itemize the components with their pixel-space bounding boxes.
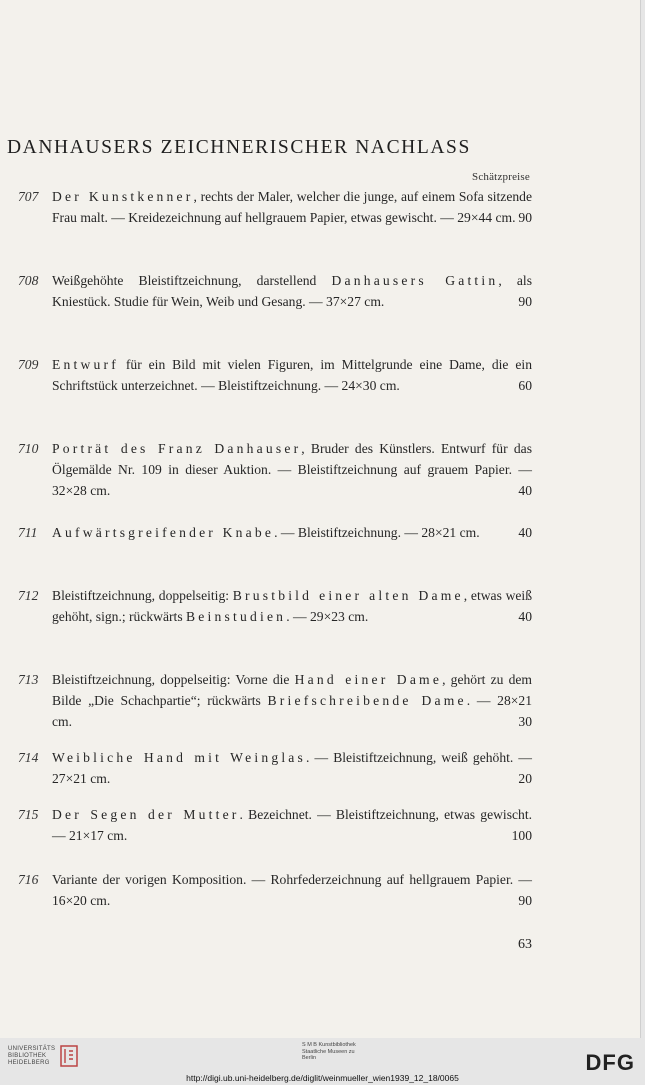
estimate-price: 60 [518, 378, 532, 393]
lot-description [52, 522, 532, 543]
lot-number: 711 [18, 525, 38, 540]
lot-entry [18, 585, 532, 627]
lot-text: , rechts der Maler, welcher die junge, auf einem Sofa sitzende Frau malt. — Kreidezeichnung auf hellgrauem Papier, etwas gewischt. — 29×44 cm. [52, 189, 532, 225]
lot-number: 714 [18, 750, 39, 765]
lot-description [52, 438, 532, 501]
lot-entry [18, 270, 532, 312]
lot-text: Bleistiftzeichnung, doppelseitig: [52, 588, 233, 603]
lot-title-spaced: Hand einer Dame [294, 672, 443, 687]
lot-entry [18, 869, 532, 911]
library-seal-icon [60, 1045, 78, 1067]
lot-description [52, 804, 532, 846]
lot-number: 708 [18, 273, 39, 288]
lot-description [52, 354, 532, 396]
estimate-price: 40 [518, 525, 532, 540]
lot-entry [18, 522, 532, 543]
estimate-price: 40 [518, 609, 532, 624]
lot-title-spaced: Der Segen der Mutter [52, 807, 240, 822]
lot-number: 707 [18, 189, 39, 204]
lot-text: . — Bleistiftzeichnung, weiß gehöht. — 27×21 cm. [52, 750, 532, 786]
university-library-logo [8, 1046, 56, 1067]
lot-text: . — Bleistiftzeichnung. — 28×21 cm. [274, 525, 480, 540]
lot-text: . — 28×21 cm. [52, 693, 532, 729]
lot-description [52, 669, 532, 732]
lot-text: für ein Bild mit vielen Figuren, im Mittelgrunde eine Dame, die ein Schriftstück unterzeichnet. — Bleistiftzeichnung. — 24×30 cm. [52, 357, 532, 393]
lot-title-spaced: Briefschreibende Dame [267, 693, 467, 708]
lot-number: 709 [18, 357, 39, 372]
lot-title-spaced: Danhausers Gattin [331, 273, 499, 288]
lot-title-spaced: Entwurf [52, 357, 119, 372]
page-number: 63 [518, 937, 532, 952]
lot-text: , Bruder des Künstlers. Entwurf für das Ölgemälde Nr. 109 in dieser Auktion. — Bleistiftzeichnung auf grauem Papier. — 32×28 cm. [52, 441, 532, 498]
lot-number: 715 [18, 807, 39, 822]
lot-description [52, 747, 532, 789]
lot-text: Bleistiftzeichnung, doppelseitig: Vorne die [52, 672, 295, 687]
lot-text: , etwas weiß gehöht, sign.; rückwärts [52, 588, 533, 624]
lot-text: Variante der vorigen Komposition. — Rohrfederzeichnung auf hellgrauem Papier. — 16×20 cm. [52, 872, 532, 908]
estimate-price: 90 [518, 893, 532, 908]
lot-entry [18, 186, 532, 228]
lot-number: 716 [18, 872, 39, 887]
estimate-price: 90 [518, 294, 532, 309]
estimate-price: 90 [518, 210, 532, 225]
smb-logo [302, 1042, 364, 1062]
lot-text: , als Kniestück. Studie für Wein, Weib und Gesang. — 37×27 cm. [52, 273, 532, 309]
page-title: DANHAUSERS ZEICHNERISCHER NACHLASS [7, 137, 471, 158]
lot-text: . — 29×23 cm. [286, 609, 369, 624]
lot-number: 710 [18, 441, 39, 456]
lot-entry [18, 669, 532, 732]
lot-number: 712 [18, 588, 39, 603]
lot-description [52, 270, 532, 312]
lot-title-spaced: Weibliche Hand mit Weinglas [52, 750, 307, 765]
lot-title-spaced: Der Kunstkenner [52, 189, 194, 204]
viewer-footer [0, 1038, 645, 1085]
lot-number: 713 [18, 672, 39, 687]
lot-entry [18, 804, 532, 846]
smb-logo-text: S M B Kunstbibliothek Staatliche Museen zu Berlin [302, 1042, 356, 1061]
lot-title-spaced: Beinstudien [186, 609, 287, 624]
estimate-price: 100 [511, 828, 532, 843]
library-logo-text: UNIVERSITÄTS BIBLIOTHEK HEIDELBERG [8, 1046, 56, 1066]
dfg-logo: DFG [585, 1050, 635, 1075]
lot-text: Weißgehöhte Bleistiftzeichnung, darstellend [52, 273, 332, 288]
estimate-price: 40 [518, 483, 532, 498]
lot-entry [18, 747, 532, 789]
lot-title-spaced: Aufwärtsgreifender Knabe [52, 525, 275, 540]
lot-entry [18, 438, 532, 501]
lot-title-spaced: Brustbild einer alten Dame [232, 588, 464, 603]
lot-description [52, 186, 532, 228]
lot-description [52, 869, 532, 911]
lot-text: . Bezeichnet. — Bleistiftzeichnung, etwas gewischt. — 21×17 cm. [52, 807, 532, 843]
lot-description [52, 585, 532, 627]
lot-entry [18, 354, 532, 396]
permalink-url[interactable]: http://digi.ub.uni-heidelberg.de/diglit/weinmueller_wien1939_12_18/0065 [186, 1073, 459, 1083]
lot-title-spaced: Porträt des Franz Danhauser [52, 441, 302, 456]
estimate-column-heading: Schätzpreise [472, 171, 530, 183]
estimate-price: 20 [518, 771, 532, 786]
estimate-price: 30 [518, 714, 532, 729]
lot-text: , gehört zu dem Bilde „Die Schachpartie“; rückwärts [52, 672, 532, 708]
